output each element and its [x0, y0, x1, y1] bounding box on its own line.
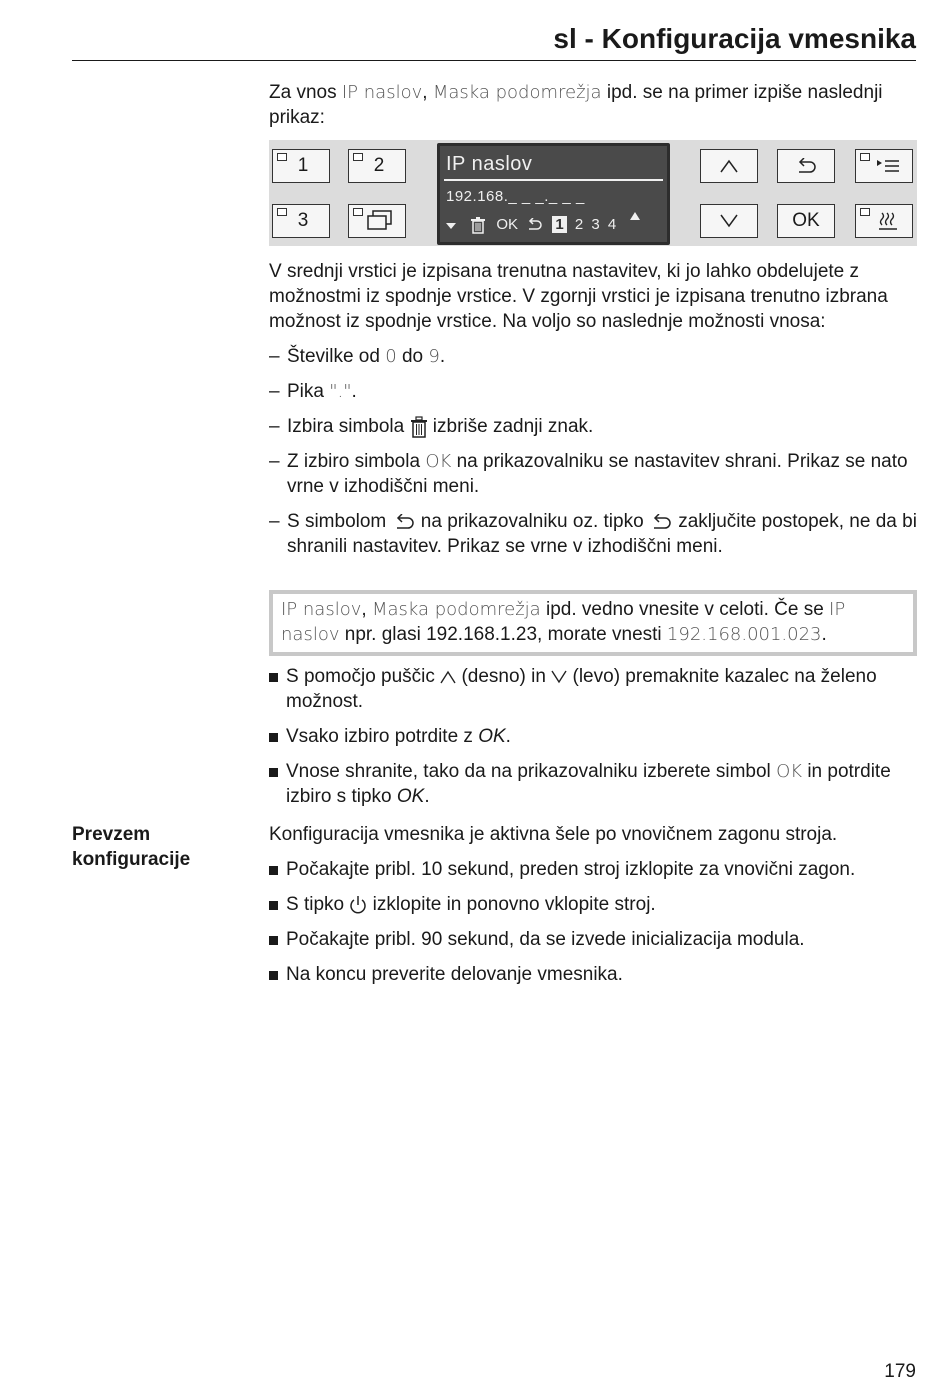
step-text: (levo) premaknite kazalec na želeno možnost. — [286, 666, 877, 712]
step-text: S tipko — [286, 894, 350, 915]
key-3-label: 3 — [297, 210, 309, 231]
intro-text: Za vnos — [269, 82, 342, 103]
note-text: . — [821, 624, 827, 645]
step-text: izklopite in ponovno vklopite stroj. — [367, 894, 656, 915]
note-text: , — [361, 599, 372, 620]
key-led — [277, 208, 287, 216]
option-text: Z izbiro simbola — [287, 451, 426, 472]
display-option-1: 1 — [552, 216, 566, 233]
key-led — [277, 153, 287, 161]
key-led — [353, 208, 363, 216]
list-item — [269, 379, 919, 404]
list-item — [269, 724, 919, 749]
description-block — [269, 259, 919, 569]
key-led — [860, 208, 870, 216]
back-arrow-icon — [392, 514, 416, 530]
key-ok-label: OK — [792, 210, 820, 231]
option-text: zaključite postopek, ne da bi shranili nastavitev. Prikaz se vrne v izhodiščni meni. — [287, 511, 917, 557]
intro-paragraph — [269, 80, 909, 130]
restart-steps-list — [269, 857, 919, 997]
option-text: Številke od — [287, 346, 386, 367]
intro-term-ip: IP naslov — [341, 82, 423, 103]
key-1[interactable] — [272, 149, 330, 183]
display-ok-option: OK — [496, 216, 519, 233]
option-text: na prikazovalniku se nastavitev shrani. Prikaz se nato vrne v izhodiščni meni. — [287, 451, 908, 497]
display-value: 192.168._ _ _._ _ _ — [446, 188, 585, 205]
back-arrow-icon — [649, 514, 673, 530]
step-key-ok: OK — [396, 786, 425, 807]
trash-icon — [470, 216, 486, 234]
intro-sep: , — [422, 82, 433, 103]
option-text: na prikazovalniku oz. tipko — [415, 511, 649, 532]
step-text: (desno) in — [456, 666, 552, 687]
note-term: IP naslov — [281, 599, 362, 620]
list-item: Počakajte pribl. 10 sekund, preden stroj izklopite za vnovični zagon. — [269, 857, 919, 882]
page-number: 179 — [884, 1361, 916, 1382]
step-text: . — [424, 786, 430, 807]
step-key-ok: OK — [478, 726, 506, 747]
option-text: Pika — [287, 381, 330, 402]
steps-list — [269, 664, 919, 819]
key-up[interactable] — [700, 149, 758, 183]
chevron-up-icon — [440, 670, 456, 684]
step-text: in potrdite izbiro s tipko — [286, 761, 891, 807]
key-1-label: 1 — [297, 155, 309, 176]
list-item — [269, 509, 919, 559]
trash-icon — [410, 416, 428, 438]
drying-steam-icon — [877, 211, 899, 231]
input-options-list — [269, 344, 919, 559]
display-option-3: 3 — [591, 216, 600, 233]
option-dot: "." — [329, 381, 352, 402]
option-text: . — [439, 346, 446, 367]
page-header-title: sl - Konfiguracija vmesnika — [553, 23, 916, 54]
option-text: S simbolom — [287, 511, 392, 532]
step-text: Vnose shranite, tako da na prikazovalniku izberete simbol — [286, 761, 777, 782]
step-symbol-ok: OK — [776, 761, 803, 782]
key-3[interactable] — [272, 204, 330, 238]
back-arrow-icon — [795, 158, 817, 174]
chevron-up-icon — [720, 159, 738, 173]
note-term: IP naslov — [281, 599, 846, 645]
list-item — [269, 344, 919, 369]
display-options — [446, 216, 620, 234]
scroll-down-icon — [446, 221, 456, 229]
note-example-value: 192.168.001.023 — [666, 624, 822, 645]
step-text: Vsako izbiro potrdite z — [286, 726, 479, 747]
list-item: Počakajte pribl. 90 sekund, da se izvede inicializacija modula. — [269, 927, 919, 952]
option-digit: 0 — [385, 346, 397, 367]
section-heading: Prevzem konfiguracije — [72, 824, 191, 870]
list-item: Na koncu preverite delovanje vmesnika. — [269, 962, 919, 987]
option-text: do — [396, 346, 429, 367]
note-text: ipd. vedno vnesite v celoti. Če se — [540, 599, 830, 620]
key-ok[interactable] — [777, 204, 835, 238]
control-panel — [269, 140, 917, 246]
display-title: IP naslov — [446, 153, 533, 175]
list-item — [269, 892, 919, 917]
header-rule — [72, 60, 916, 61]
option-ok: OK — [425, 451, 452, 472]
description-paragraph: V srednji vrstici je izpisana trenutna nastavitev, ki jo lahko obdelujete z možnostmi iz spodnje vrstice. V zgornji vrstici je izpisana trenutno izbrana možnost iz spodnje vrstice. Na voljo so naslednje možnosti vnosa: — [269, 261, 888, 332]
chevron-down-icon — [551, 670, 567, 684]
key-window[interactable] — [348, 204, 406, 238]
display-divider — [444, 179, 663, 181]
option-text: Izbira simbola — [287, 416, 410, 437]
intro-text-end: ipd. se na primer izpiše naslednji prikaz: — [269, 82, 883, 128]
window-stack-icon — [366, 210, 394, 230]
chevron-down-icon — [720, 214, 738, 228]
step-text: S pomočjo puščic — [286, 666, 441, 687]
menu-list-icon — [875, 158, 901, 174]
key-down[interactable] — [700, 204, 758, 238]
list-item — [269, 414, 919, 439]
key-led — [860, 153, 870, 161]
key-led — [353, 153, 363, 161]
display-option-4: 4 — [607, 216, 617, 233]
display-option-2: 2 — [574, 216, 584, 233]
power-icon — [349, 895, 367, 915]
list-item — [269, 759, 919, 809]
list-item — [269, 449, 919, 499]
key-2-label: 2 — [373, 155, 385, 176]
key-back[interactable] — [777, 149, 835, 183]
note-term: Maska podomrežja — [371, 599, 541, 620]
option-digit: 9 — [428, 346, 440, 367]
back-arrow-icon — [526, 218, 542, 232]
list-item — [269, 664, 919, 714]
scroll-up-icon — [630, 212, 640, 220]
key-2[interactable] — [348, 149, 406, 183]
lcd-display — [437, 143, 670, 245]
intro-term-mask: Maska podomrežja — [432, 82, 602, 103]
note-text: npr. glasi 192.168.1.23, morate vnesti — [339, 624, 667, 645]
note-box — [269, 590, 917, 656]
key-menu[interactable] — [855, 149, 913, 183]
option-text: izbriše zadnji znak. — [427, 416, 594, 437]
section-intro: Konfiguracija vmesnika je aktivna šele po vnovičnem zagonu stroja. — [269, 824, 838, 845]
key-drying[interactable] — [855, 204, 913, 238]
step-text: . — [505, 726, 511, 747]
option-text: . — [351, 381, 357, 402]
